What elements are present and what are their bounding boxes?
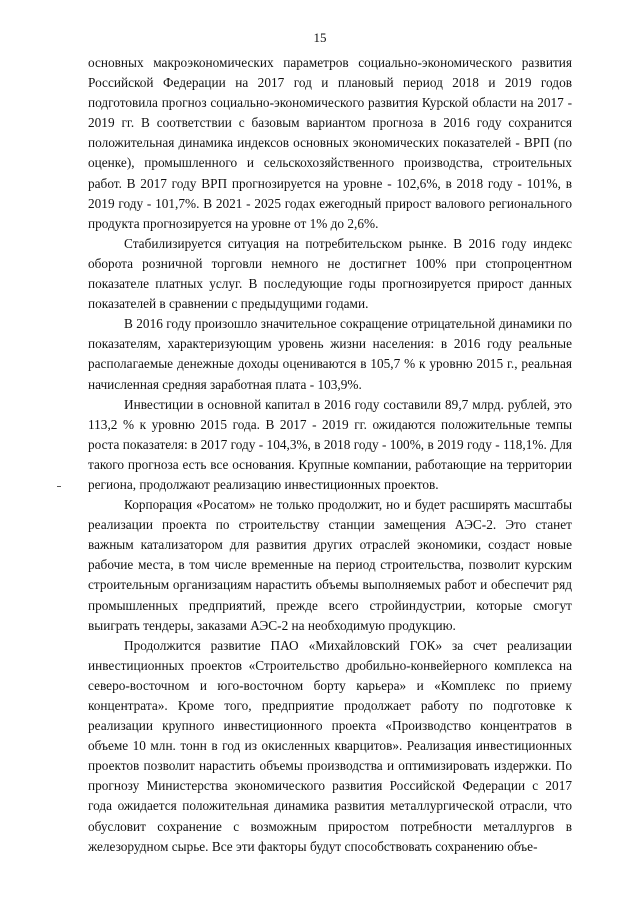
paragraph-investments: Инвестиции в основной капитал в 2016 году составили 89,7 млрд. рублей, это 113,2 % к уровню 2015 года. В 2017 - 2019 гг. ожидаются положительные темпы роста показателя: в 2017 году - 104,3%, в 2018 году - 100%, в 2019 году - 118,1%. Для такого прогноза есть все основания. Крупные компании, работающие на территории региона, продолжают реализацию инвестиционных проектов.	[88, 396, 572, 492]
margin-mark	[57, 486, 61, 487]
paragraph-mikhailovsky-gok: Продолжится развитие ПАО «Михайловский ГОК» за счет реализации инвестиционных проектов «Строительство дробильно-конвейерного комплекса на северо-восточном и юго-восточном борту карьера» и «Комплекс по приему концентрата». Кроме того, предприятие продолжает работу по подготовке к реализации крупного инвестиционного проекта «Производство концентратов в объеме 10 млн. тонн в год из окисленных кварцитов». Реализация инвестиционных проектов позволит нарастить объемы производства и оптимизировать издержки. По прогнозу Министерства экономического развития Российской Федерации с 2017 года ожидается положительная динамика развития металлургической отрасли, что обусловит сохранение с возможным приростом потребности металлургов в железорудном сырье. Все эти факторы будут способствовать сохранению объе-	[88, 637, 572, 854]
paragraph-rosatom: Корпорация «Росатом» не только продолжит, но и будет расширять масштабы реализации проекта по строительству станции замещения АЭС-2. Это станет важным катализатором для развития других отраслей экономики, создаст новые рабочие места, в том числе временные на период строительства, позволит курским строительным организациям нарастить объемы выполняемых работ и обеспечит ряд промышленных предприятий, прежде всего стройиндустрии, которые смогут выиграть тендеры, заказами АЭС-2 на необходимую продукцию.	[88, 497, 572, 633]
paragraph-living-standards: В 2016 году произошло значительное сокращение отрицательной динамики по показателям, характеризующим уровень жизни населения: в 2016 году реальные располагаемые денежные доходы оцениваются в 105,7 % к уровню 2015 г., реальная начисленная средняя заработная плата - 103,9%.	[88, 316, 572, 392]
paragraph-macro-forecast: основных макроэкономических параметров социально-экономического развития Российской Федерации на 2017 год и плановый период 2018 и 2019 годов подготовила прогноз социально-экономического развития Курской области на 2017 - 2019 гг. В соответствии с базовым вариантом прогноза в 2016 году сохранится положительная динамика индексов основных экономических показателей - ВРП (по оценке), промышленного и сельскохозяйственного производства, строительных работ. В 2017 году ВРП прогнозируется на уровне - 102,6%, в 2018 году - 101%, в 2019 году - 101,7%. В 2021 - 2025 годах ежегодный прирост валового регионального продукта прогнозируется на уровне от 1% до 2,6%.	[88, 55, 572, 231]
page-number: 15	[313, 30, 327, 45]
paragraph-consumer-market: Стабилизируется ситуация на потребительском рынке. В 2016 году индекс оборота розничной торговли немного не достигнет 100% при стопроцентном показателе платных услуг. В последующие годы прогнозируется прирост данных показателей в сравнении с предыдущими годами.	[88, 235, 572, 312]
document-body	[88, 53, 572, 857]
